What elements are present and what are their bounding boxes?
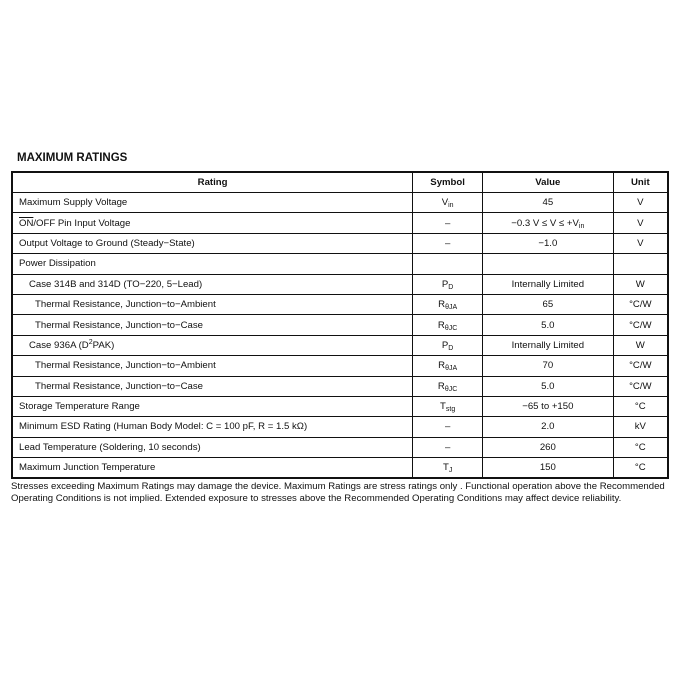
value-text: 150 — [539, 462, 556, 474]
unit-text: °C/W — [629, 360, 652, 372]
unit-cell — [613, 315, 668, 335]
header-value: Value — [483, 172, 614, 193]
rating-text: Power Dissipation — [19, 258, 96, 270]
symbol-subscript: θJC — [444, 385, 458, 393]
rating-text: Maximum Supply Voltage — [19, 197, 128, 209]
rating-cell — [12, 193, 413, 213]
unit-text: °C/W — [629, 380, 652, 392]
unit-cell — [613, 437, 668, 457]
table-row — [12, 233, 668, 253]
table-row — [12, 417, 668, 437]
symbol-text: – — [444, 441, 451, 453]
header-rating: Rating — [12, 172, 413, 193]
rating-text: Minimum ESD Rating (Human Body Model: C = 100 pF, R = 1.5 kΩ) — [19, 421, 308, 433]
symbol-subscript: J — [448, 467, 453, 475]
value-cell — [483, 437, 614, 457]
symbol-text: P — [441, 278, 449, 290]
value-cell — [483, 193, 614, 213]
value-cell — [483, 335, 614, 355]
rating-cell — [12, 376, 413, 396]
symbol-text: R — [438, 360, 446, 372]
maximum-ratings-table — [11, 171, 669, 479]
rating-text: Thermal Resistance, Junction−to−Ambient — [35, 360, 216, 372]
symbol-cell — [413, 437, 483, 457]
rating-cell — [12, 458, 413, 479]
rating-cell — [12, 213, 413, 233]
value-cell — [483, 356, 614, 376]
table-row — [12, 213, 668, 233]
value-cell — [483, 376, 614, 396]
value-text: −1.0 — [538, 237, 558, 249]
unit-cell — [613, 335, 668, 355]
symbol-subscript: D — [448, 283, 454, 291]
rating-cell — [12, 396, 413, 416]
value-cell — [483, 315, 614, 335]
unit-text: °C — [634, 441, 646, 453]
symbol-cell — [413, 213, 483, 233]
value-cell — [483, 233, 614, 253]
value-text: 260 — [539, 441, 556, 453]
footnote: Stresses exceeding Maximum Ratings may damage the device. Maximum Ratings are stress ratings only . Functional operation above the Recommended Operating Conditions is not implied. Extended exposure to stresses above the Recommended Operating Conditions may affect device reliability. — [11, 481, 665, 504]
rating-text: Output Voltage to Ground (Steady−State) — [19, 237, 195, 249]
unit-text: V — [637, 217, 644, 229]
table-row — [12, 254, 668, 274]
value-text: −0.3 V ≤ V ≤ +V — [511, 217, 579, 229]
rating-text: Case 314B and 314D (TO−220, 5−Lead) — [29, 278, 203, 290]
unit-cell — [613, 356, 668, 376]
table-row — [12, 193, 668, 213]
unit-cell — [613, 294, 668, 314]
rating-text: Storage Temperature Range — [19, 401, 140, 413]
symbol-cell — [413, 335, 483, 355]
rating-text: Lead Temperature (Soldering, 10 seconds) — [19, 441, 201, 453]
rating-cell — [12, 233, 413, 253]
value-text: Internally Limited — [511, 278, 585, 290]
symbol-cell — [413, 254, 483, 274]
unit-cell — [613, 396, 668, 416]
unit-cell — [613, 458, 668, 479]
symbol-text: – — [444, 217, 451, 229]
table-header-row — [12, 172, 668, 193]
symbol-subscript: θJA — [445, 304, 458, 312]
unit-cell — [613, 274, 668, 294]
value-cell — [483, 213, 614, 233]
symbol-cell — [413, 193, 483, 213]
rating-text: Thermal Resistance, Junction−to−Case — [35, 319, 203, 331]
rating-text: Thermal Resistance, Junction−to−Case — [35, 380, 203, 392]
rating-text-after: PAK) — [92, 339, 115, 351]
header-symbol: Symbol — [413, 172, 483, 193]
rating-text: /OFF Pin Input Voltage — [33, 217, 131, 229]
symbol-cell — [413, 376, 483, 396]
rating-text: Thermal Resistance, Junction−to−Ambient — [35, 299, 216, 311]
value-text: 2.0 — [541, 421, 555, 433]
symbol-subscript: D — [448, 344, 454, 352]
unit-text: °C/W — [629, 319, 652, 331]
unit-cell — [613, 193, 668, 213]
symbol-cell — [413, 294, 483, 314]
symbol-cell — [413, 233, 483, 253]
unit-cell — [613, 376, 668, 396]
table-row — [12, 315, 668, 335]
unit-text: W — [635, 278, 645, 290]
unit-text: W — [635, 339, 645, 351]
section-title: MAXIMUM RATINGS — [17, 152, 128, 164]
table-row — [12, 335, 668, 355]
unit-text: °C — [634, 462, 646, 474]
table-row — [12, 396, 668, 416]
value-cell — [483, 294, 614, 314]
value-cell — [483, 274, 614, 294]
value-text: 70 — [542, 360, 554, 372]
symbol-text: R — [437, 380, 445, 392]
rating-cell — [12, 254, 413, 274]
value-cell — [483, 417, 614, 437]
symbol-text: – — [444, 237, 451, 249]
value-cell — [483, 458, 614, 479]
table-row — [12, 376, 668, 396]
symbol-text: R — [437, 319, 445, 331]
symbol-subscript: θJA — [445, 365, 458, 373]
unit-text: kV — [634, 421, 646, 433]
rating-cell — [12, 417, 413, 437]
symbol-cell — [413, 274, 483, 294]
unit-cell — [613, 233, 668, 253]
symbol-text: R — [438, 299, 446, 311]
table-row — [12, 294, 668, 314]
superscript: 2 — [88, 338, 93, 346]
value-text: 45 — [542, 197, 554, 209]
unit-text: V — [637, 197, 644, 209]
symbol-text: T — [442, 462, 449, 474]
rating-cell — [12, 274, 413, 294]
value-subscript: in — [578, 222, 585, 230]
header-unit: Unit — [613, 172, 668, 193]
table-row — [12, 356, 668, 376]
unit-text: V — [637, 237, 644, 249]
symbol-cell — [413, 417, 483, 437]
rating-cell — [12, 335, 413, 355]
symbol-cell — [413, 396, 483, 416]
unit-text: °C/W — [629, 299, 652, 311]
rating-cell — [12, 294, 413, 314]
table-row — [12, 458, 668, 479]
rating-cell — [12, 356, 413, 376]
unit-cell — [613, 213, 668, 233]
table-row — [12, 274, 668, 294]
value-text: 65 — [542, 299, 554, 311]
value-text: Internally Limited — [511, 339, 585, 351]
unit-cell — [613, 254, 668, 274]
value-cell — [483, 396, 614, 416]
rating-text: Maximum Junction Temperature — [19, 462, 156, 474]
rating-text: Case 936A (D — [29, 339, 89, 351]
symbol-text: – — [444, 421, 451, 433]
value-text: 5.0 — [541, 380, 555, 392]
overline-text: $\overline{ON}$ — [19, 217, 34, 229]
unit-text: °C — [634, 401, 646, 413]
rating-cell — [12, 315, 413, 335]
symbol-text: P — [441, 339, 449, 351]
value-cell — [483, 254, 614, 274]
symbol-subscript: stg — [445, 406, 456, 414]
unit-cell — [613, 417, 668, 437]
rating-cell — [12, 437, 413, 457]
symbol-text: V — [441, 197, 449, 209]
symbol-cell — [413, 315, 483, 335]
table-row — [12, 437, 668, 457]
symbol-cell — [413, 356, 483, 376]
symbol-cell — [413, 458, 483, 479]
symbol-subscript: θJC — [444, 324, 458, 332]
symbol-subscript: in — [448, 202, 454, 210]
value-text: −65 to +150 — [522, 401, 574, 413]
value-text: 5.0 — [541, 319, 555, 331]
symbol-text: T — [440, 401, 446, 413]
